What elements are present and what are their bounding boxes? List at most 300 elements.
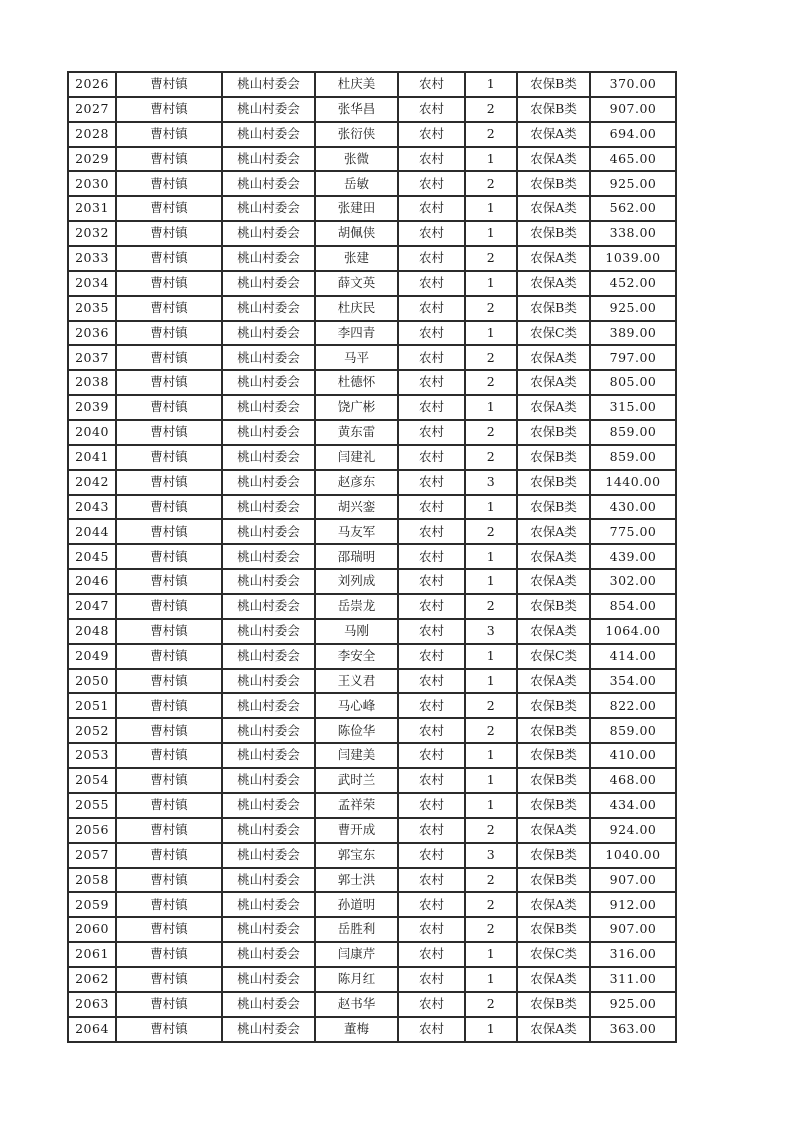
cell-count: 2: [465, 370, 517, 395]
cell-row_id: 2035: [68, 296, 116, 321]
cell-insurance_type: 农保A类: [517, 669, 590, 694]
cell-row_id: 2037: [68, 345, 116, 370]
cell-count: 3: [465, 470, 517, 495]
cell-name: 马心峰: [315, 693, 398, 718]
cell-residence: 农村: [398, 122, 465, 147]
cell-count: 2: [465, 420, 517, 445]
cell-village: 桃山村委会: [222, 942, 315, 967]
cell-town: 曹村镇: [116, 868, 222, 893]
cell-row_id: 2058: [68, 868, 116, 893]
cell-count: 2: [465, 97, 517, 122]
cell-insurance_type: 农保B类: [517, 221, 590, 246]
cell-insurance_type: 农保A类: [517, 519, 590, 544]
cell-town: 曹村镇: [116, 569, 222, 594]
cell-count: 2: [465, 594, 517, 619]
cell-insurance_type: 农保A类: [517, 246, 590, 271]
cell-count: 2: [465, 992, 517, 1017]
cell-amount: 315.00: [590, 395, 676, 420]
cell-town: 曹村镇: [116, 470, 222, 495]
cell-count: 1: [465, 669, 517, 694]
cell-village: 桃山村委会: [222, 718, 315, 743]
cell-count: 2: [465, 519, 517, 544]
cell-amount: 302.00: [590, 569, 676, 594]
cell-row_id: 2032: [68, 221, 116, 246]
cell-village: 桃山村委会: [222, 818, 315, 843]
table-row: [68, 818, 676, 843]
cell-town: 曹村镇: [116, 818, 222, 843]
cell-insurance_type: 农保B类: [517, 171, 590, 196]
cell-residence: 农村: [398, 868, 465, 893]
cell-row_id: 2026: [68, 72, 116, 97]
cell-name: 张衍侠: [315, 122, 398, 147]
cell-row_id: 2057: [68, 843, 116, 868]
table-row: [68, 669, 676, 694]
table-row: [68, 619, 676, 644]
cell-village: 桃山村委会: [222, 420, 315, 445]
cell-residence: 农村: [398, 569, 465, 594]
cell-town: 曹村镇: [116, 843, 222, 868]
cell-village: 桃山村委会: [222, 644, 315, 669]
cell-name: 黄东雷: [315, 420, 398, 445]
cell-insurance_type: 农保B类: [517, 72, 590, 97]
cell-count: 1: [465, 221, 517, 246]
table-row: [68, 868, 676, 893]
cell-name: 孙道明: [315, 892, 398, 917]
cell-name: 刘列成: [315, 569, 398, 594]
cell-row_id: 2036: [68, 321, 116, 346]
cell-insurance_type: 农保B类: [517, 917, 590, 942]
cell-row_id: 2033: [68, 246, 116, 271]
table-row: [68, 445, 676, 470]
cell-row_id: 2060: [68, 917, 116, 942]
cell-residence: 农村: [398, 967, 465, 992]
cell-name: 薛文英: [315, 271, 398, 296]
cell-count: 2: [465, 122, 517, 147]
cell-residence: 农村: [398, 171, 465, 196]
cell-insurance_type: 农保B类: [517, 743, 590, 768]
cell-count: 1: [465, 72, 517, 97]
cell-row_id: 2031: [68, 196, 116, 221]
cell-town: 曹村镇: [116, 718, 222, 743]
cell-town: 曹村镇: [116, 171, 222, 196]
cell-residence: 农村: [398, 495, 465, 520]
cell-town: 曹村镇: [116, 967, 222, 992]
cell-town: 曹村镇: [116, 619, 222, 644]
cell-name: 赵彦东: [315, 470, 398, 495]
table-row: [68, 743, 676, 768]
cell-row_id: 2034: [68, 271, 116, 296]
cell-town: 曹村镇: [116, 97, 222, 122]
cell-residence: 农村: [398, 693, 465, 718]
cell-row_id: 2029: [68, 147, 116, 172]
cell-name: 胡兴銮: [315, 495, 398, 520]
cell-amount: 410.00: [590, 743, 676, 768]
cell-name: 杜德怀: [315, 370, 398, 395]
cell-town: 曹村镇: [116, 147, 222, 172]
cell-insurance_type: 农保A类: [517, 1017, 590, 1042]
cell-count: 1: [465, 1017, 517, 1042]
roster-table: [67, 71, 677, 1043]
cell-count: 1: [465, 793, 517, 818]
cell-name: 闫康芹: [315, 942, 398, 967]
cell-row_id: 2055: [68, 793, 116, 818]
cell-amount: 439.00: [590, 544, 676, 569]
cell-amount: 907.00: [590, 917, 676, 942]
cell-row_id: 2038: [68, 370, 116, 395]
table-row: [68, 495, 676, 520]
cell-residence: 农村: [398, 1017, 465, 1042]
cell-name: 郭士洪: [315, 868, 398, 893]
cell-row_id: 2061: [68, 942, 116, 967]
cell-count: 1: [465, 147, 517, 172]
cell-residence: 农村: [398, 743, 465, 768]
cell-village: 桃山村委会: [222, 768, 315, 793]
cell-name: 李四青: [315, 321, 398, 346]
table-row: [68, 345, 676, 370]
cell-name: 岳崇龙: [315, 594, 398, 619]
cell-amount: 775.00: [590, 519, 676, 544]
cell-name: 岳胜利: [315, 917, 398, 942]
cell-insurance_type: 农保A类: [517, 370, 590, 395]
cell-name: 张建田: [315, 196, 398, 221]
cell-name: 杜庆美: [315, 72, 398, 97]
table-row: [68, 843, 676, 868]
cell-insurance_type: 农保B类: [517, 693, 590, 718]
cell-insurance_type: 农保B类: [517, 718, 590, 743]
cell-insurance_type: 农保A类: [517, 271, 590, 296]
cell-row_id: 2050: [68, 669, 116, 694]
cell-village: 桃山村委会: [222, 395, 315, 420]
cell-insurance_type: 农保A类: [517, 544, 590, 569]
cell-insurance_type: 农保B类: [517, 793, 590, 818]
table-row: [68, 569, 676, 594]
cell-count: 1: [465, 321, 517, 346]
cell-town: 曹村镇: [116, 246, 222, 271]
cell-residence: 农村: [398, 72, 465, 97]
cell-name: 饶广彬: [315, 395, 398, 420]
cell-row_id: 2039: [68, 395, 116, 420]
cell-name: 马友军: [315, 519, 398, 544]
cell-row_id: 2047: [68, 594, 116, 619]
cell-row_id: 2049: [68, 644, 116, 669]
cell-count: 1: [465, 271, 517, 296]
cell-amount: 1040.00: [590, 843, 676, 868]
cell-residence: 农村: [398, 420, 465, 445]
cell-town: 曹村镇: [116, 420, 222, 445]
cell-residence: 农村: [398, 147, 465, 172]
cell-town: 曹村镇: [116, 768, 222, 793]
cell-village: 桃山村委会: [222, 544, 315, 569]
cell-village: 桃山村委会: [222, 345, 315, 370]
cell-amount: 414.00: [590, 644, 676, 669]
cell-town: 曹村镇: [116, 519, 222, 544]
cell-town: 曹村镇: [116, 321, 222, 346]
cell-name: 闫建礼: [315, 445, 398, 470]
cell-amount: 562.00: [590, 196, 676, 221]
cell-village: 桃山村委会: [222, 793, 315, 818]
cell-town: 曹村镇: [116, 917, 222, 942]
cell-count: 3: [465, 843, 517, 868]
cell-row_id: 2059: [68, 892, 116, 917]
cell-town: 曹村镇: [116, 370, 222, 395]
table-row: [68, 321, 676, 346]
cell-row_id: 2043: [68, 495, 116, 520]
cell-count: 1: [465, 768, 517, 793]
cell-residence: 农村: [398, 818, 465, 843]
cell-village: 桃山村委会: [222, 693, 315, 718]
cell-row_id: 2056: [68, 818, 116, 843]
cell-amount: 859.00: [590, 445, 676, 470]
cell-count: 1: [465, 569, 517, 594]
cell-residence: 农村: [398, 644, 465, 669]
table-row: [68, 246, 676, 271]
cell-count: 2: [465, 818, 517, 843]
cell-residence: 农村: [398, 445, 465, 470]
cell-count: 1: [465, 743, 517, 768]
cell-insurance_type: 农保B类: [517, 420, 590, 445]
cell-insurance_type: 农保C类: [517, 321, 590, 346]
table-row: [68, 420, 676, 445]
cell-amount: 468.00: [590, 768, 676, 793]
cell-row_id: 2042: [68, 470, 116, 495]
cell-village: 桃山村委会: [222, 843, 315, 868]
cell-amount: 907.00: [590, 868, 676, 893]
cell-amount: 694.00: [590, 122, 676, 147]
cell-amount: 907.00: [590, 97, 676, 122]
table-row: [68, 147, 676, 172]
cell-village: 桃山村委会: [222, 669, 315, 694]
cell-village: 桃山村委会: [222, 370, 315, 395]
cell-residence: 农村: [398, 669, 465, 694]
cell-row_id: 2064: [68, 1017, 116, 1042]
cell-village: 桃山村委会: [222, 196, 315, 221]
cell-insurance_type: 农保A类: [517, 818, 590, 843]
cell-residence: 农村: [398, 370, 465, 395]
cell-insurance_type: 农保B类: [517, 296, 590, 321]
cell-name: 王义君: [315, 669, 398, 694]
cell-count: 2: [465, 917, 517, 942]
cell-amount: 822.00: [590, 693, 676, 718]
cell-row_id: 2053: [68, 743, 116, 768]
cell-count: 1: [465, 544, 517, 569]
table-row: [68, 917, 676, 942]
cell-insurance_type: 农保B类: [517, 992, 590, 1017]
cell-town: 曹村镇: [116, 693, 222, 718]
cell-residence: 农村: [398, 221, 465, 246]
table-body: [68, 72, 676, 1042]
cell-insurance_type: 农保B类: [517, 768, 590, 793]
cell-name: 孟祥荣: [315, 793, 398, 818]
cell-residence: 农村: [398, 345, 465, 370]
table-row: [68, 171, 676, 196]
table-row: [68, 122, 676, 147]
cell-name: 杜庆民: [315, 296, 398, 321]
cell-residence: 农村: [398, 768, 465, 793]
cell-name: 赵书华: [315, 992, 398, 1017]
cell-amount: 854.00: [590, 594, 676, 619]
cell-town: 曹村镇: [116, 495, 222, 520]
cell-residence: 农村: [398, 246, 465, 271]
cell-count: 2: [465, 246, 517, 271]
cell-town: 曹村镇: [116, 296, 222, 321]
cell-amount: 434.00: [590, 793, 676, 818]
cell-name: 张华昌: [315, 97, 398, 122]
table-row: [68, 470, 676, 495]
cell-residence: 农村: [398, 917, 465, 942]
cell-amount: 912.00: [590, 892, 676, 917]
cell-insurance_type: 农保C类: [517, 644, 590, 669]
cell-village: 桃山村委会: [222, 594, 315, 619]
cell-town: 曹村镇: [116, 892, 222, 917]
cell-village: 桃山村委会: [222, 1017, 315, 1042]
cell-village: 桃山村委会: [222, 470, 315, 495]
table-row: [68, 942, 676, 967]
cell-insurance_type: 农保C类: [517, 942, 590, 967]
table-row: [68, 1017, 676, 1042]
cell-town: 曹村镇: [116, 544, 222, 569]
cell-insurance_type: 农保B类: [517, 470, 590, 495]
cell-insurance_type: 农保A类: [517, 967, 590, 992]
cell-town: 曹村镇: [116, 793, 222, 818]
cell-row_id: 2054: [68, 768, 116, 793]
cell-row_id: 2052: [68, 718, 116, 743]
cell-insurance_type: 农保A类: [517, 619, 590, 644]
cell-count: 1: [465, 644, 517, 669]
cell-amount: 389.00: [590, 321, 676, 346]
cell-village: 桃山村委会: [222, 122, 315, 147]
cell-residence: 农村: [398, 271, 465, 296]
cell-name: 郭宝东: [315, 843, 398, 868]
cell-amount: 430.00: [590, 495, 676, 520]
cell-insurance_type: 农保B类: [517, 594, 590, 619]
cell-residence: 农村: [398, 619, 465, 644]
cell-name: 李安全: [315, 644, 398, 669]
table-row: [68, 644, 676, 669]
cell-town: 曹村镇: [116, 345, 222, 370]
cell-amount: 924.00: [590, 818, 676, 843]
cell-count: 2: [465, 171, 517, 196]
cell-residence: 农村: [398, 321, 465, 346]
table-row: [68, 395, 676, 420]
table-row: [68, 296, 676, 321]
cell-amount: 1064.00: [590, 619, 676, 644]
cell-village: 桃山村委会: [222, 246, 315, 271]
cell-town: 曹村镇: [116, 72, 222, 97]
cell-count: 2: [465, 296, 517, 321]
cell-insurance_type: 农保A类: [517, 892, 590, 917]
cell-village: 桃山村委会: [222, 445, 315, 470]
cell-count: 2: [465, 718, 517, 743]
cell-insurance_type: 农保B类: [517, 97, 590, 122]
cell-village: 桃山村委会: [222, 221, 315, 246]
cell-town: 曹村镇: [116, 395, 222, 420]
cell-residence: 农村: [398, 793, 465, 818]
cell-residence: 农村: [398, 97, 465, 122]
cell-town: 曹村镇: [116, 196, 222, 221]
cell-amount: 1039.00: [590, 246, 676, 271]
cell-count: 1: [465, 495, 517, 520]
cell-count: 1: [465, 967, 517, 992]
cell-row_id: 2048: [68, 619, 116, 644]
cell-name: 胡佩侠: [315, 221, 398, 246]
cell-count: 2: [465, 445, 517, 470]
cell-count: 1: [465, 395, 517, 420]
cell-name: 岳敏: [315, 171, 398, 196]
cell-village: 桃山村委会: [222, 743, 315, 768]
cell-amount: 797.00: [590, 345, 676, 370]
cell-row_id: 2062: [68, 967, 116, 992]
table-row: [68, 793, 676, 818]
cell-village: 桃山村委会: [222, 72, 315, 97]
cell-row_id: 2041: [68, 445, 116, 470]
cell-count: 2: [465, 345, 517, 370]
cell-insurance_type: 农保A类: [517, 147, 590, 172]
table-row: [68, 768, 676, 793]
cell-residence: 农村: [398, 544, 465, 569]
cell-village: 桃山村委会: [222, 271, 315, 296]
cell-town: 曹村镇: [116, 122, 222, 147]
table-row: [68, 271, 676, 296]
cell-insurance_type: 农保B类: [517, 445, 590, 470]
cell-town: 曹村镇: [116, 594, 222, 619]
table-row: [68, 892, 676, 917]
cell-insurance_type: 农保A类: [517, 196, 590, 221]
cell-village: 桃山村委会: [222, 171, 315, 196]
cell-count: 2: [465, 868, 517, 893]
cell-amount: 925.00: [590, 296, 676, 321]
cell-row_id: 2063: [68, 992, 116, 1017]
cell-row_id: 2051: [68, 693, 116, 718]
cell-residence: 农村: [398, 942, 465, 967]
cell-village: 桃山村委会: [222, 992, 315, 1017]
table-row: [68, 718, 676, 743]
cell-name: 曹开成: [315, 818, 398, 843]
cell-residence: 农村: [398, 196, 465, 221]
cell-row_id: 2027: [68, 97, 116, 122]
cell-name: 张建: [315, 246, 398, 271]
cell-village: 桃山村委会: [222, 619, 315, 644]
cell-amount: 363.00: [590, 1017, 676, 1042]
cell-amount: 316.00: [590, 942, 676, 967]
cell-town: 曹村镇: [116, 1017, 222, 1042]
cell-row_id: 2044: [68, 519, 116, 544]
cell-village: 桃山村委会: [222, 495, 315, 520]
cell-village: 桃山村委会: [222, 868, 315, 893]
cell-town: 曹村镇: [116, 992, 222, 1017]
cell-name: 董梅: [315, 1017, 398, 1042]
cell-count: 2: [465, 693, 517, 718]
cell-village: 桃山村委会: [222, 321, 315, 346]
cell-name: 张微: [315, 147, 398, 172]
table-row: [68, 519, 676, 544]
cell-town: 曹村镇: [116, 445, 222, 470]
cell-village: 桃山村委会: [222, 569, 315, 594]
table-row: [68, 221, 676, 246]
cell-amount: 859.00: [590, 420, 676, 445]
cell-village: 桃山村委会: [222, 917, 315, 942]
cell-row_id: 2040: [68, 420, 116, 445]
cell-insurance_type: 农保A类: [517, 395, 590, 420]
cell-insurance_type: 农保B类: [517, 868, 590, 893]
table-row: [68, 196, 676, 221]
cell-insurance_type: 农保A类: [517, 122, 590, 147]
cell-count: 3: [465, 619, 517, 644]
table-row: [68, 97, 676, 122]
cell-name: 马平: [315, 345, 398, 370]
cell-count: 1: [465, 196, 517, 221]
cell-town: 曹村镇: [116, 942, 222, 967]
cell-residence: 农村: [398, 395, 465, 420]
